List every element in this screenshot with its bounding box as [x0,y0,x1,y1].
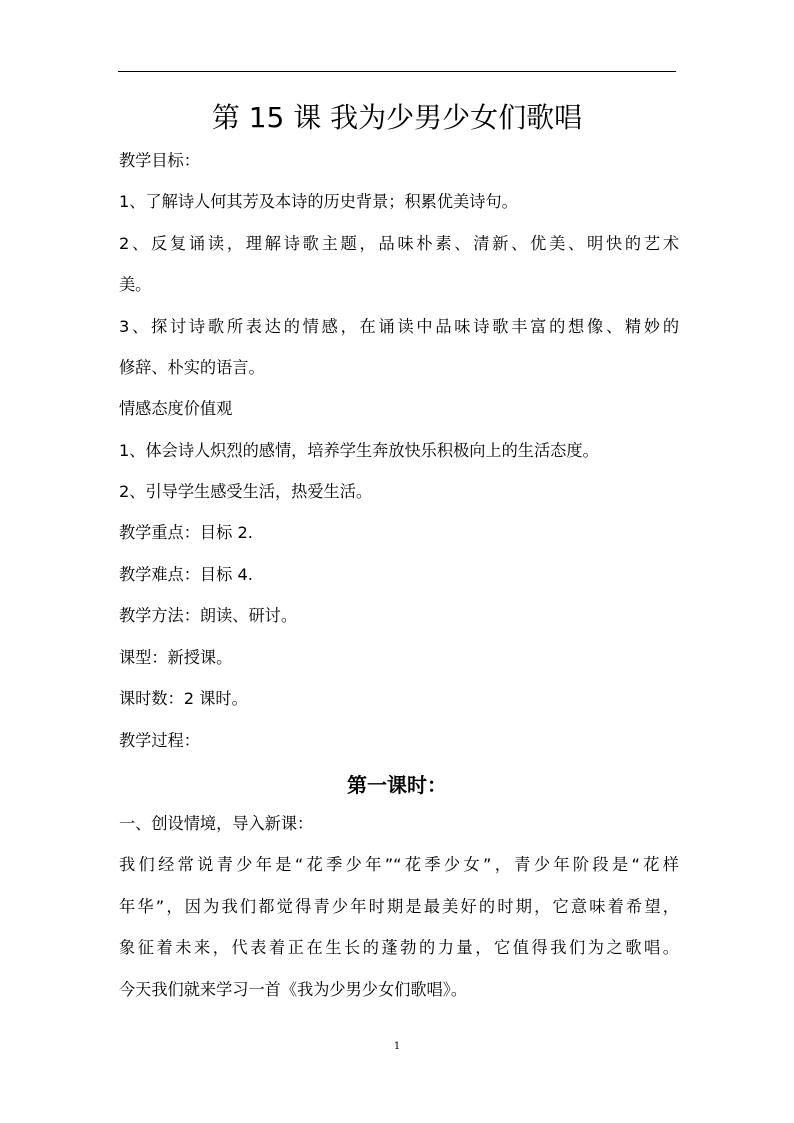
lesson-type: 课型：新授课。 [119,648,233,667]
objective-line-1: 1、了解诗人何其芳及本诗的历史背景；积累优美诗句。 [119,192,518,211]
intro-paragraph-line-1: 我们经常说青少年是“花季少年”“花季少女”，青少年阶段是“花样 [119,855,679,874]
objectives-heading: 教学目标： [119,151,200,170]
objective-line-2-cont: 美。 [119,275,152,294]
lesson-hours: 课时数：2 课时。 [119,689,248,708]
page-number: 1 [393,1041,401,1052]
header-rule [118,71,676,72]
values-line-1: 1、体会诗人炽烈的感情，培养学生奔放快乐积极向上的生活态度。 [119,441,599,460]
values-heading: 情感态度价值观 [119,399,233,418]
values-line-2: 2、引导学生感受生活，热爱生活。 [119,482,373,501]
objective-line-2: 2、反复诵读，理解诗歌主题，品味朴素、清新、优美、明快的艺术 [119,234,679,253]
key-point: 教学重点：目标 2. [119,523,253,542]
intro-paragraph-line-3: 象征着未来，代表着正在生长的蓬勃的力量，它值得我们为之歌唱。 [119,938,679,957]
process-heading: 教学过程： [119,731,200,750]
difficult-point: 教学难点：目标 4. [119,565,253,584]
lesson-title: 第 15 课 我为少男少女们歌唱 [211,101,583,134]
intro-paragraph-line-2: 年华”，因为我们都觉得青少年时期是最美好的时期，它意味着希望， [119,897,679,916]
section-heading: 第一课时： [347,773,447,797]
objective-line-3: 3、探讨诗歌所表达的情感，在诵读中品味诗歌丰富的想像、精妙的 [119,317,679,336]
intro-heading: 一、创设情境，导入新课： [119,814,314,833]
objective-line-3-cont: 修辞、朴实的语言。 [119,358,265,377]
intro-paragraph-line-4: 今天我们就来学习一首《我为少男少女们歌唱》。 [119,980,468,999]
teaching-method: 教学方法：朗读、研讨。 [119,606,298,625]
